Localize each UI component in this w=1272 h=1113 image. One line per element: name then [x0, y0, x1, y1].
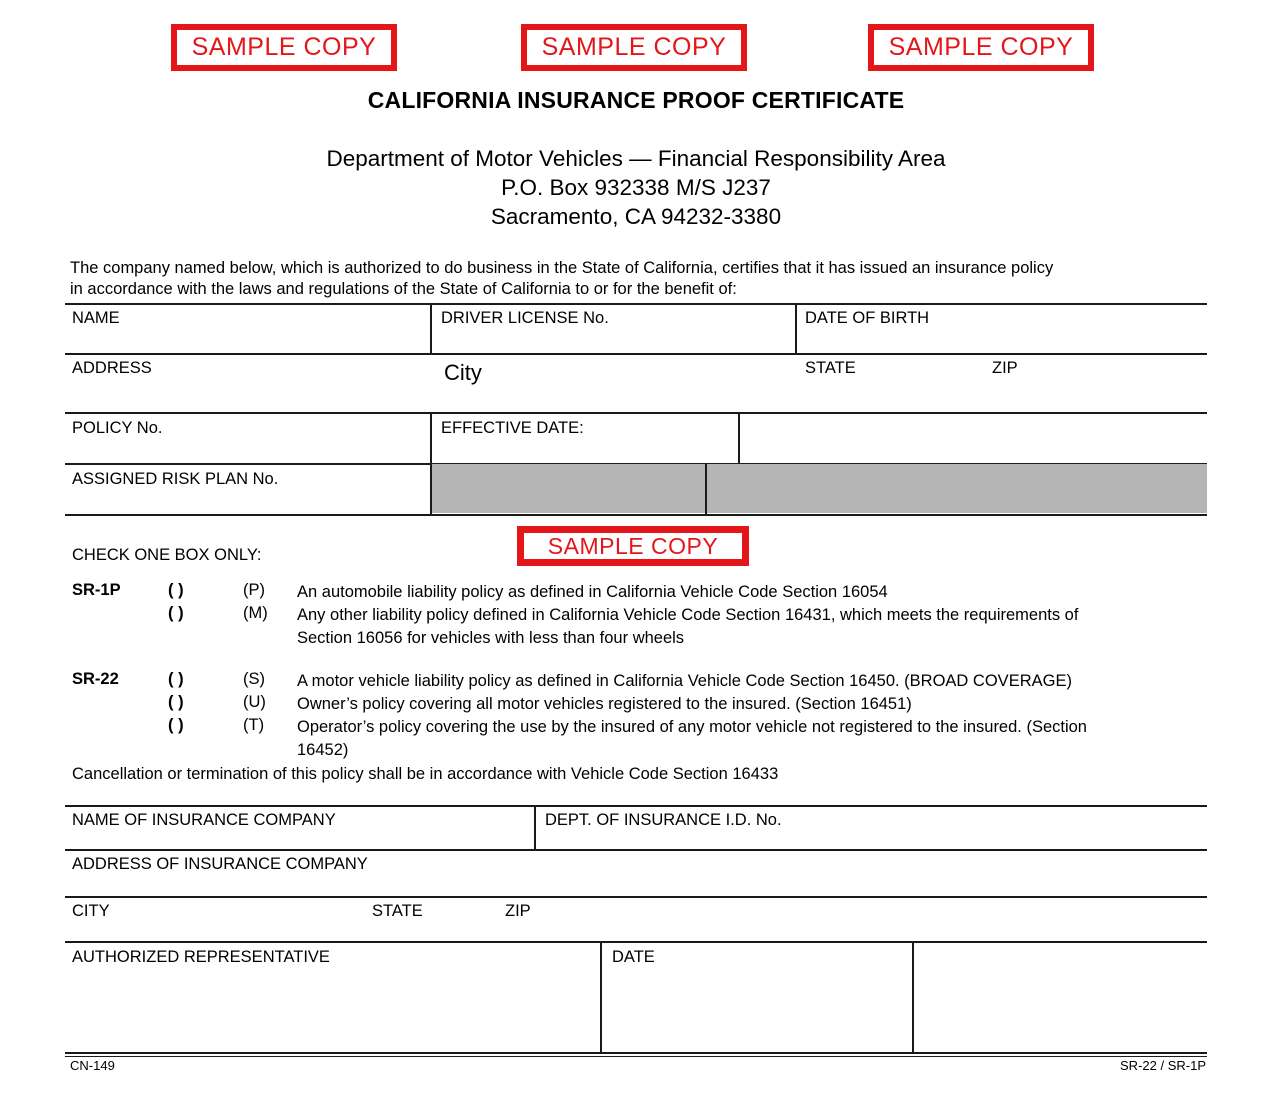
table-rule-address-bottom: [65, 412, 1207, 414]
option-group-code-sr22: SR-22: [72, 670, 119, 688]
agency-po-box: P.O. Box 932338 M/S J237: [501, 175, 771, 200]
field-label-address-of-insurance-company: ADDRESS OF INSURANCE COMPANY: [72, 855, 368, 873]
divider-assigned-risk: [430, 463, 432, 514]
field-label-city: City: [444, 360, 482, 385]
company-rule-name-bottom: [65, 849, 1207, 851]
option-letter-u: (U): [243, 693, 266, 711]
agency-name: Department of Motor Vehicles — Financial Responsibility Area: [326, 146, 946, 171]
check-one-box-heading: CHECK ONE BOX ONLY:: [72, 546, 262, 564]
field-label-dept-insurance-id: DEPT. OF INSURANCE I.D. No.: [545, 811, 782, 829]
field-label-name-of-insurance-company: NAME OF INSURANCE COMPANY: [72, 811, 336, 829]
divider-company-name-dept-id: [534, 805, 536, 849]
field-label-address: ADDRESS: [72, 359, 152, 377]
divider-effective-date-right: [738, 412, 740, 463]
sample-copy-stamp-3: SAMPLE COPY: [868, 24, 1094, 71]
shaded-cell-right: [706, 464, 1207, 513]
agency-city-state-zip: Sacramento, CA 94232-3380: [490, 204, 782, 229]
sample-copy-stamp-1: SAMPLE COPY: [171, 24, 397, 71]
field-label-state: STATE: [805, 359, 856, 377]
divider-assigned-risk-shaded: [705, 463, 707, 514]
shaded-cell-left: [431, 464, 705, 513]
option-text-s: A motor vehicle liability policy as defined in California Vehicle Code Section 16450. (BROAD COVERAGE): [297, 672, 1072, 690]
field-label-zip: ZIP: [992, 359, 1018, 377]
divider-representative-date: [600, 941, 602, 1052]
page-title: CALIFORNIA INSURANCE PROOF CERTIFICATE: [367, 87, 905, 113]
option-letter-t: (T): [243, 716, 265, 734]
footer-form-number: CN-149: [70, 1058, 115, 1073]
option-text-t-cont: 16452): [297, 741, 349, 759]
option-text-m-cont: Section 16056 for vehicles with less than four wheels: [297, 629, 685, 647]
divider-name-driver-license: [430, 303, 432, 353]
certification-line-1: The company named below, which is authorized to do business in the State of California, certifies that it has issued an insurance policy: [70, 259, 1054, 277]
option-letter-s: (S): [243, 670, 265, 688]
checkbox-sr22-u[interactable]: ( ): [168, 693, 184, 711]
company-rule-top: [65, 805, 1207, 807]
checkbox-sr1p-m[interactable]: ( ): [168, 604, 184, 622]
field-label-company-state: STATE: [372, 902, 423, 920]
footer-rule: [65, 1056, 1207, 1057]
checkbox-sr1p-p[interactable]: ( ): [168, 581, 184, 599]
field-label-date-of-birth: DATE OF BIRTH: [805, 309, 930, 327]
table-rule-name-bottom: [65, 353, 1207, 355]
field-label-effective-date: EFFECTIVE DATE:: [441, 419, 584, 437]
field-label-policy-no: POLICY No.: [72, 419, 163, 437]
option-group-code-sr1p: SR-1P: [72, 581, 121, 599]
field-label-assigned-risk-plan: ASSIGNED RISK PLAN No.: [72, 470, 279, 488]
sample-copy-stamp-4: SAMPLE COPY: [517, 526, 749, 566]
divider-driver-license-dob: [795, 303, 797, 353]
certification-paragraph: [70, 258, 1210, 300]
divider-policy-effective-date: [430, 412, 432, 463]
field-label-company-zip: ZIP: [505, 902, 531, 920]
cancellation-note: Cancellation or termination of this policy shall be in accordance with Vehicle Code Section 16433: [72, 765, 779, 783]
field-label-authorized-representative: AUTHORIZED REPRESENTATIVE: [72, 948, 330, 966]
option-letter-p: (P): [243, 581, 265, 599]
option-text-t: Operator’s policy covering the use by the insured of any motor vehicle not registered to the insured. (Section: [297, 718, 1087, 736]
option-text-m: Any other liability policy defined in California Vehicle Code Section 16431, which meets the requirements of: [297, 606, 1079, 624]
checkbox-sr22-t[interactable]: ( ): [168, 716, 184, 734]
table-rule-top: [65, 303, 1207, 305]
company-rule-signature-bottom: [65, 1052, 1207, 1054]
sample-copy-stamp-2: SAMPLE COPY: [521, 24, 747, 71]
option-text-p: An automobile liability policy as defined in California Vehicle Code Section 16054: [297, 583, 888, 601]
checkbox-sr22-s[interactable]: ( ): [168, 670, 184, 688]
field-label-driver-license: DRIVER LICENSE No.: [441, 309, 609, 327]
table-rule-risk-bottom: [65, 514, 1207, 516]
company-rule-city-bottom: [65, 941, 1207, 943]
company-rule-address-bottom: [65, 896, 1207, 898]
field-label-date: DATE: [612, 948, 655, 966]
divider-date-right: [912, 941, 914, 1052]
footer-form-type: SR-22 / SR-1P: [1120, 1058, 1206, 1073]
certification-line-2: in accordance with the laws and regulations of the State of California to or for the benefit of:: [70, 280, 737, 298]
field-label-name: NAME: [72, 309, 120, 327]
option-text-u: Owner’s policy covering all motor vehicles registered to the insured. (Section 16451): [297, 695, 912, 713]
option-letter-m: (M): [243, 604, 268, 622]
field-label-company-city: CITY: [72, 902, 110, 920]
agency-address-block: [0, 144, 1272, 231]
